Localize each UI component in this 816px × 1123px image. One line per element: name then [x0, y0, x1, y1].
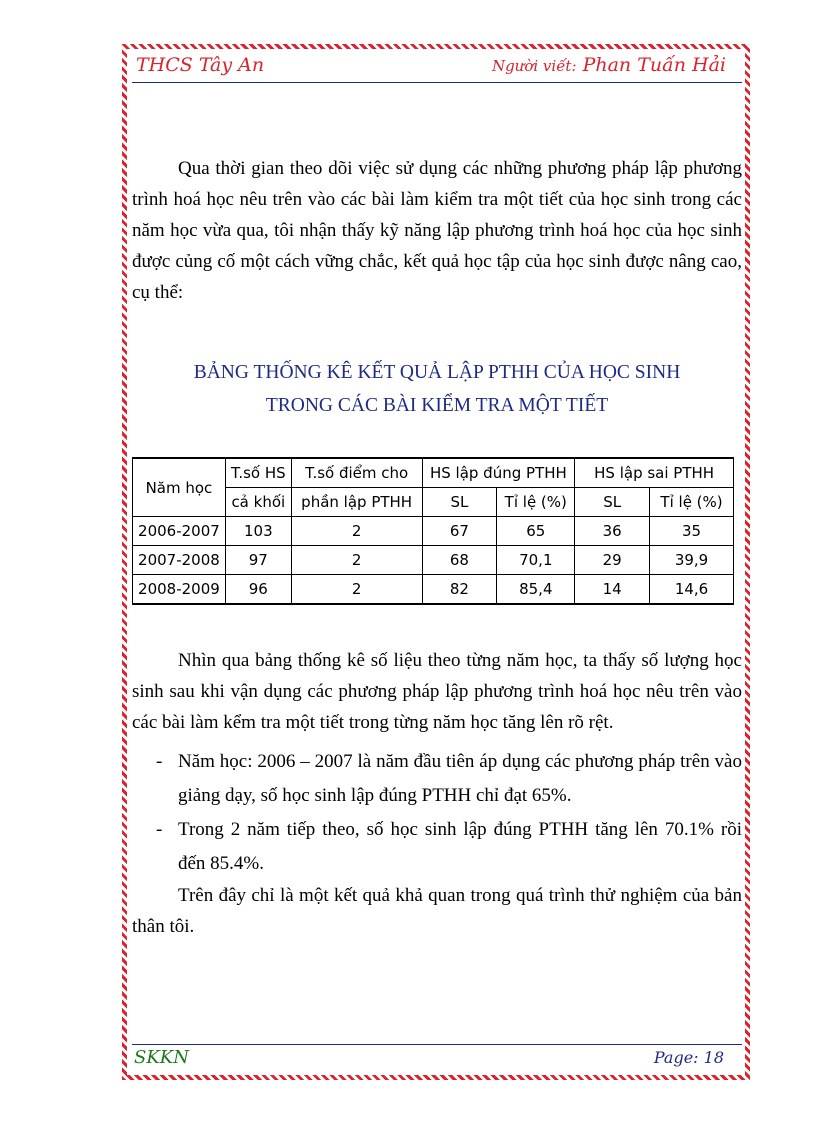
cell-score: 2 [291, 517, 422, 546]
cell-correct-sl: 68 [422, 546, 497, 575]
page-header [132, 52, 742, 83]
cell-wrong-rate: 35 [650, 517, 734, 546]
table-row [133, 546, 734, 575]
bullet-list [132, 745, 742, 881]
cell-total: 103 [225, 517, 291, 546]
results-table [132, 457, 734, 605]
cell-wrong-rate: 39,9 [650, 546, 734, 575]
page-footer [132, 1044, 742, 1069]
header-wrong-sl: SL [575, 488, 650, 517]
table-title-line1: BẢNG THỐNG KÊ KẾT QUẢ LẬP PTHH CỦA HỌC SINH [193, 362, 681, 383]
author-name: Phan Tuấn Hải [582, 54, 726, 76]
bullet-dash: - [156, 751, 163, 772]
header-wrong-rate: Tỉ lệ (%) [650, 488, 734, 517]
cell-wrong-sl: 29 [575, 546, 650, 575]
list-item [132, 745, 742, 813]
header-wrong: HS lập sai PTHH [575, 458, 734, 488]
cell-wrong-sl: 14 [575, 575, 650, 605]
cell-score: 2 [291, 546, 422, 575]
cell-year: 2006-2007 [133, 517, 226, 546]
header-correct-rate: Tỉ lệ (%) [497, 488, 575, 517]
table-header-row [133, 458, 734, 488]
cell-year: 2007-2008 [133, 546, 226, 575]
header-correct: HS lập đúng PTHH [422, 458, 575, 488]
table-title-line2: TRONG CÁC BÀI KIỂM TRA MỘT TIẾT [265, 395, 609, 416]
intro-paragraph: Qua thời gian theo dõi việc sử dụng các những phương pháp lập phương trình hoá học nêu trên vào các bài làm kiểm tra một tiết của học sinh trong các năm học vừa qua, tôi nhận thấy kỹ năng lập phương trình hoá học của học sinh được củng cố một cách vững chắc, kết quả học tập của học sinh được nâng cao, cụ thể: [132, 158, 742, 303]
header-score-line2: phần lập PTHH [291, 488, 422, 517]
conclusion-paragraph: Trên đây chỉ là một kết quả khả quan trong quá trình thử nghiệm của bản thân tôi. [132, 885, 742, 937]
page-number: Page: 18 [653, 1048, 724, 1067]
cell-correct-rate: 70,1 [497, 546, 575, 575]
cell-correct-rate: 85,4 [497, 575, 575, 605]
cell-correct-sl: 67 [422, 517, 497, 546]
author-info [492, 54, 726, 76]
bullet-text: Năm học: 2006 – 2007 là năm đầu tiên áp dụng các phương pháp trên vào giảng dạy, số học sinh lập đúng PTHH chỉ đạt 65%. [178, 751, 742, 806]
bullet-text: Trong 2 năm tiếp theo, số học sinh lập đúng PTHH tăng lên 70.1% rồi đến 85.4%. [178, 819, 742, 874]
header-score-line1: T.số điểm cho [291, 458, 422, 488]
cell-correct-rate: 65 [497, 517, 575, 546]
cell-correct-sl: 82 [422, 575, 497, 605]
header-correct-sl: SL [422, 488, 497, 517]
header-total-line1: T.số HS [225, 458, 291, 488]
cell-score: 2 [291, 575, 422, 605]
cell-total: 96 [225, 575, 291, 605]
header-total-line2: cả khối [225, 488, 291, 517]
table-row [133, 517, 734, 546]
bullet-dash: - [156, 819, 163, 840]
cell-wrong-rate: 14,6 [650, 575, 734, 605]
table-row [133, 575, 734, 605]
author-label: Người viết: [491, 57, 577, 75]
analysis-paragraph: Nhìn qua bảng thống kê số liệu theo từng năm học, ta thấy số lượng học sinh sau khi vận dụng các phương pháp lập phương trình hoá học nêu trên vào các bài làm kểm tra một tiết trong từng năm học tăng lên rõ rệt. [132, 650, 742, 733]
school-name: THCS Tây An [136, 54, 265, 76]
footer-label: SKKN [134, 1047, 189, 1068]
list-item [132, 813, 742, 881]
table-title [132, 356, 742, 422]
header-year: Năm học [133, 458, 226, 517]
cell-year: 2008-2009 [133, 575, 226, 605]
cell-wrong-sl: 36 [575, 517, 650, 546]
cell-total: 97 [225, 546, 291, 575]
